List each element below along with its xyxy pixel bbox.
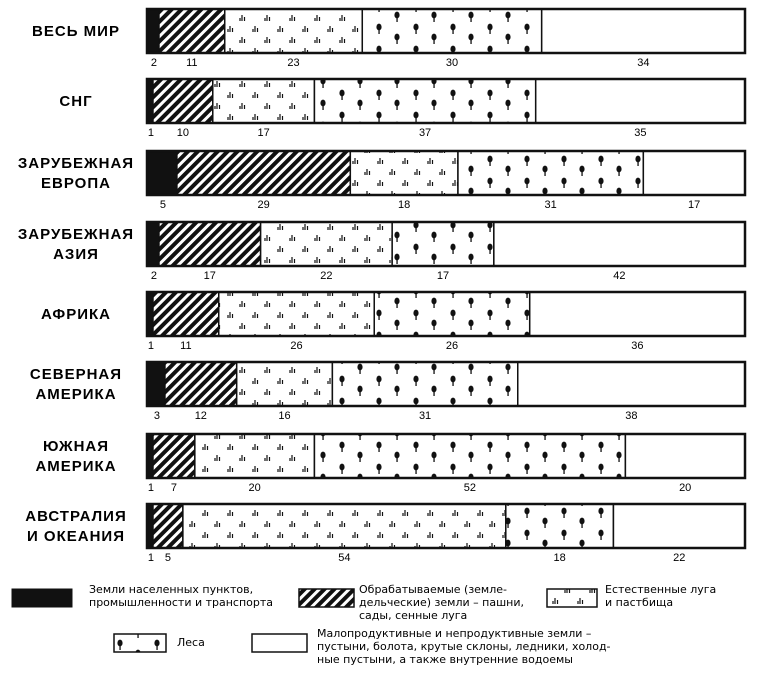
- legend-swatch-settlements: [12, 589, 72, 607]
- legend: [12, 583, 716, 666]
- category-label: АМЕРИКА: [35, 458, 117, 475]
- legend-label: Леса: [177, 636, 205, 649]
- legend-label: пустыни, болота, крутые склоны, ледники, холод-: [317, 640, 611, 653]
- bar-segment: [195, 434, 315, 478]
- row-8: [25, 504, 745, 564]
- category-label: ЮЖНАЯ: [42, 438, 110, 455]
- value-label: 2: [150, 270, 158, 282]
- category-label: ЗАРУБЕЖНАЯ: [17, 155, 135, 172]
- value-label: 36: [631, 340, 644, 352]
- value-label: 5: [164, 552, 171, 564]
- bar-segment: [147, 222, 159, 266]
- legend-label: ные пустыни, а также внутренние водоемы: [317, 653, 573, 666]
- value-label: 10: [176, 127, 190, 139]
- value-label: 22: [673, 552, 686, 564]
- row-3: [18, 151, 745, 211]
- bar-segment: [392, 222, 494, 266]
- value-label: 23: [287, 57, 300, 69]
- category-label: СЕВЕРНАЯ: [29, 366, 123, 383]
- bar-segment: [147, 362, 165, 406]
- value-label: 12: [194, 410, 207, 422]
- category-label: СНГ: [59, 93, 93, 110]
- value-label: 3: [153, 410, 161, 422]
- bar-segment: [350, 151, 458, 195]
- value-label: 52: [463, 482, 477, 494]
- bar-segment: [625, 434, 745, 478]
- bar-segment: [332, 362, 517, 406]
- legend-swatch-forests: [114, 634, 166, 652]
- value-label: 31: [544, 199, 557, 211]
- category-label: АФРИКА: [40, 306, 112, 323]
- value-label: 22: [320, 270, 333, 282]
- bar-segment: [237, 362, 333, 406]
- value-label: 26: [445, 340, 459, 352]
- bar-segment: [613, 504, 745, 548]
- value-label: 11: [180, 340, 192, 352]
- value-label: 11: [186, 57, 198, 69]
- bar-segment: [542, 9, 745, 53]
- value-label: 20: [679, 482, 692, 494]
- value-label: 1: [147, 127, 155, 139]
- bar-segment: [643, 151, 745, 195]
- legend-label: Малопродуктивные и непродуктивные земли –: [317, 627, 592, 640]
- value-label: 29: [257, 199, 270, 211]
- category-label: ЕВРОПА: [41, 175, 111, 192]
- value-label: 26: [290, 340, 303, 352]
- bar-segment: [518, 362, 745, 406]
- legend-label: Естественные луга: [605, 583, 717, 596]
- row-2: [59, 79, 745, 139]
- value-label: 1: [147, 552, 155, 564]
- bar-segment: [506, 504, 614, 548]
- legend-swatch-meadows: [547, 589, 597, 607]
- bar-segment: [261, 222, 393, 266]
- bar-segment: [530, 292, 745, 336]
- legend-swatch-unproductive: [252, 634, 307, 652]
- category-label: АМЕРИКА: [35, 386, 117, 403]
- bar-segment: [213, 79, 315, 123]
- value-label: 16: [278, 410, 291, 422]
- value-label: 5: [159, 199, 167, 211]
- bar-segment: [374, 292, 529, 336]
- bar-segment: [225, 9, 363, 53]
- legend-label: Обрабатываемые (земле-: [359, 583, 507, 596]
- row-5: [41, 292, 745, 352]
- value-label: 2: [150, 57, 158, 69]
- value-label: 30: [445, 57, 459, 69]
- value-label: 31: [418, 410, 432, 422]
- bar-segment: [219, 292, 374, 336]
- legend-label: промышленности и транспорта: [89, 596, 274, 609]
- legend-label: Земли населенных пунктов,: [89, 583, 254, 596]
- bar-segment: [536, 79, 745, 123]
- bar-segment: [362, 9, 541, 53]
- value-label: 17: [203, 270, 216, 282]
- row-1: [32, 9, 745, 69]
- legend-label: сады, сенные луга: [359, 609, 468, 622]
- legend-swatch-cultivated: [299, 589, 354, 607]
- bar-segment: [153, 292, 219, 336]
- bar-segment: [494, 222, 745, 266]
- legend-label: дельческие) земли – пашни,: [359, 596, 524, 609]
- value-label: 7: [170, 482, 177, 494]
- row-6: [30, 362, 745, 422]
- value-label: 17: [257, 127, 270, 139]
- value-label: 35: [634, 127, 647, 139]
- legend-label: и пастбища: [605, 596, 674, 609]
- value-label: 17: [436, 270, 450, 282]
- category-label: И ОКЕАНИЯ: [26, 528, 126, 545]
- bar-segment: [177, 151, 350, 195]
- bar-segment: [153, 434, 195, 478]
- category-label: ЗАРУБЕЖНАЯ: [17, 226, 135, 243]
- bar-segment: [458, 151, 643, 195]
- category-label: АВСТРАЛИЯ: [25, 508, 127, 525]
- category-label: АЗИЯ: [53, 246, 99, 263]
- value-label: 18: [398, 199, 411, 211]
- bar-segment: [183, 504, 506, 548]
- value-label: 37: [418, 127, 432, 139]
- bar-segment: [153, 79, 213, 123]
- bar-segment: [314, 434, 625, 478]
- bar-segment: [159, 222, 261, 266]
- bar-segment: [147, 151, 177, 195]
- bar-segment: [159, 9, 225, 53]
- row-4: [18, 222, 745, 282]
- value-label: 18: [553, 552, 566, 564]
- value-label: 1: [147, 340, 155, 352]
- value-label: 34: [637, 57, 650, 69]
- value-label: 42: [613, 270, 626, 282]
- bar-segment: [147, 9, 159, 53]
- row-7: [35, 434, 745, 494]
- bar-segment: [153, 504, 183, 548]
- bar-segment: [314, 79, 535, 123]
- value-label: 38: [625, 410, 638, 422]
- category-label: ВЕСЬ МИР: [32, 23, 120, 40]
- value-label: 20: [248, 482, 261, 494]
- value-label: 54: [338, 552, 351, 564]
- bar-segment: [165, 362, 237, 406]
- value-label: 17: [688, 199, 701, 211]
- value-label: 1: [147, 482, 155, 494]
